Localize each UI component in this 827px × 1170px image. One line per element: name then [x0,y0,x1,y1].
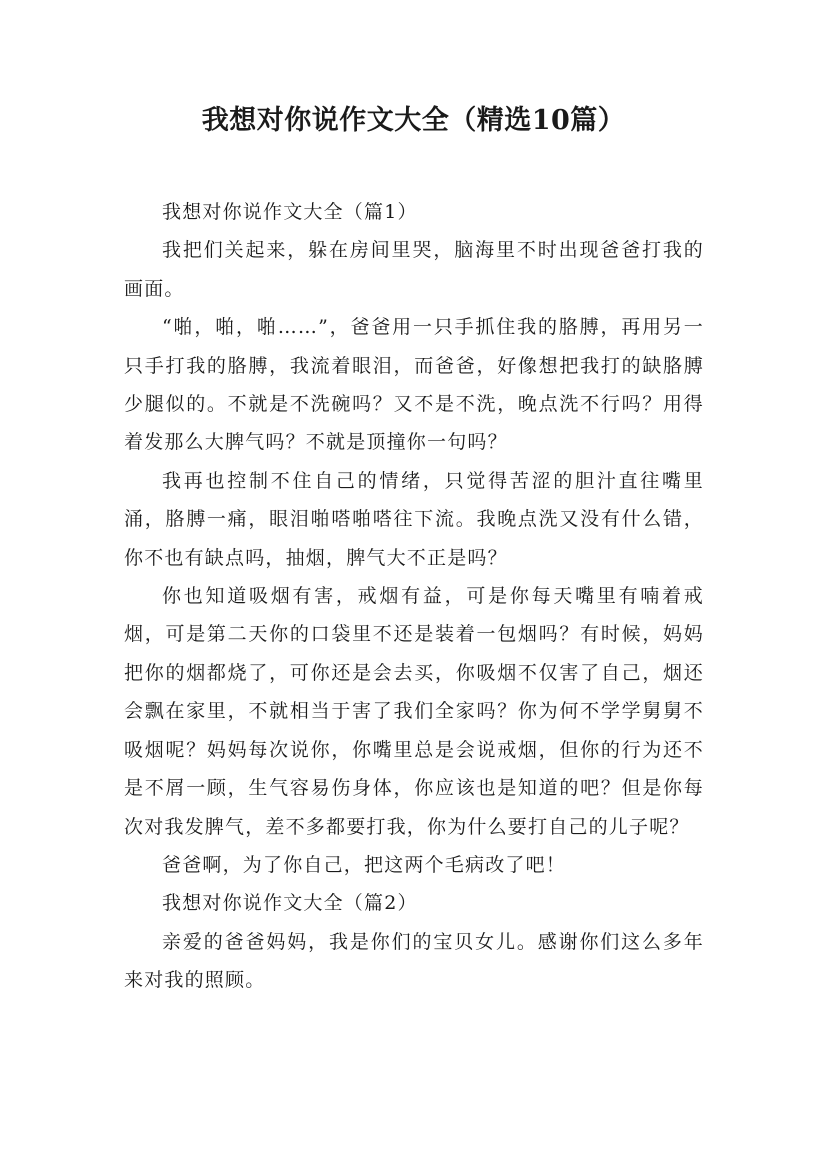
document-body [124,193,704,1000]
paragraph: “啪，啪，啪……”，爸爸用一只手抓住我的胳膊，再用另一只手打我的胳膊，我流着眼泪，而爸爸，好像想把我打的缺胳膊少腿似的。不就是不洗碗吗？又不是不洗，晚点洗不行吗？用得着发那么大脾气吗？不就是顶撞你一句吗？ [124,316,704,454]
section-heading: 我想对你说作文大全（篇1） [162,201,418,223]
paragraph: 爸爸啊，为了你自己，把这两个毛病改了吧！ [162,853,567,876]
paragraph: 我再也控制不住自己的情绪，只觉得苦涩的胆汁直往嘴里涌，胳膊一痛，眼泪啪嗒啪嗒往下流。我晚点洗又没有什么错，你不也有缺点吗，抽烟，脾气大不正是吗？ [124,469,704,569]
paragraph: 我把们关起来，躲在房间里哭，脑海里不时出现爸爸打我的画面。 [124,239,704,300]
paragraph: 亲爱的爸爸妈妈，我是你们的宝贝女儿。感谢你们这么多年来对我的照顾。 [124,930,704,992]
document-title: 我想对你说作文大全（精选10篇） [201,105,626,136]
paragraph: 你也知道吸烟有害，戒烟有益，可是你每天嘴里有喃着戒烟，可是第二天你的口袋里不还是装着一包烟吗？有时候，妈妈把你的烟都烧了，可你还是会去买，你吸烟不仅害了自己，烟还会飘在家里，不就相当于害了我们全家吗？你为何不学学舅舅不吸烟呢？妈妈每次说你，你嘴里总是会说戒烟，但你的行为还不是不屑一顾，生气容易伤身体，你应该也是知道的吧？但是你每次对我发脾气，差不多都要打我，你为什么要打自己的儿子呢？ [124,585,704,838]
section-heading: 我想对你说作文大全（篇2） [162,892,418,915]
